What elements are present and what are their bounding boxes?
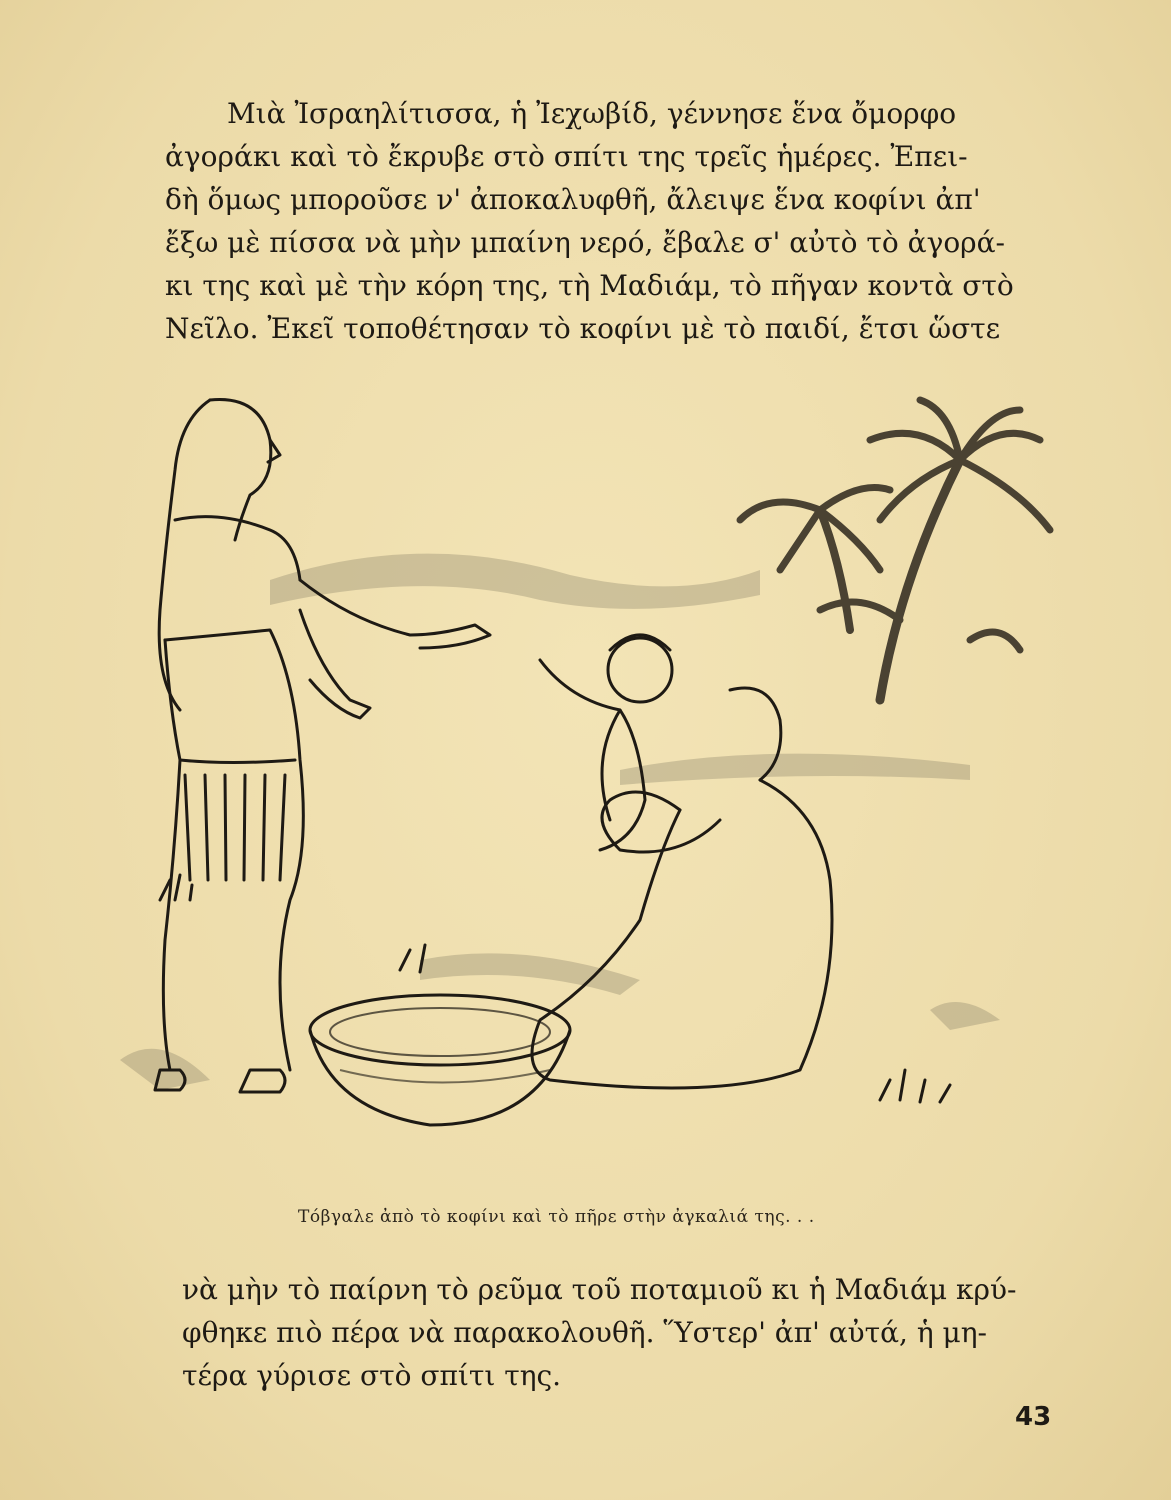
paragraph-bottom <box>182 1268 1062 1397</box>
text-line: νὰ μὴν τὸ παίρνη τὸ ρεῦμα τοῦ ποταμιοῦ κι ἡ Μαδιάμ κρύ- <box>182 1273 1017 1306</box>
text-line: φθηκε πιὸ πέρα νὰ παρακολουθῆ. Ὕστερ' ἀπ' αὐτά, ἡ μη- <box>182 1316 987 1349</box>
text-line: τέρα γύρισε στὸ σπίτι της. <box>182 1359 562 1392</box>
standing-woman <box>155 400 490 1093</box>
text-line: κι της καὶ μὲ τὴν κόρη της, τὴ Μαδιάμ, τὸ πῆγαν κοντὰ στὸ <box>165 269 1014 302</box>
story-illustration <box>120 380 1070 1190</box>
page-number: 43 <box>1015 1402 1052 1432</box>
text-line: Μιὰ Ἰσραηλίτισσα, ἡ Ἰεχωβίδ, γέννησε ἕνα ὄμορφο <box>227 97 957 130</box>
landscape-wash <box>120 554 1000 1090</box>
text-line: ἀγοράκι καὶ τὸ ἔκρυβε στὸ σπίτι της τρεῖς ἡμέρες. Ἐπει- <box>165 140 968 173</box>
kneeling-girl-with-child <box>532 635 832 1088</box>
text-line: ἔξω μὲ πίσσα νὰ μὴν μπαίνη νερό, ἔβαλε σ' αὐτὸ τὸ ἀγορά- <box>165 226 1006 259</box>
paragraph-top <box>165 92 1045 350</box>
illustration-caption: Τόβγαλε ἀπὸ τὸ κοφίνι καὶ τὸ πῆρε στὴν ἀγκαλιά της. . . <box>298 1207 815 1227</box>
palm-trees <box>740 400 1050 700</box>
text-line: Νεῖλο. Ἐκεῖ τοποθέτησαν τὸ κοφίνι μὲ τὸ παιδί, ἔτσι ὥστε <box>165 312 1001 345</box>
text-line: δὴ ὅμως μποροῦσε ν' ἀποκαλυφθῆ, ἄλειψε ἕνα κοφίνι ἀπ' <box>165 183 981 216</box>
